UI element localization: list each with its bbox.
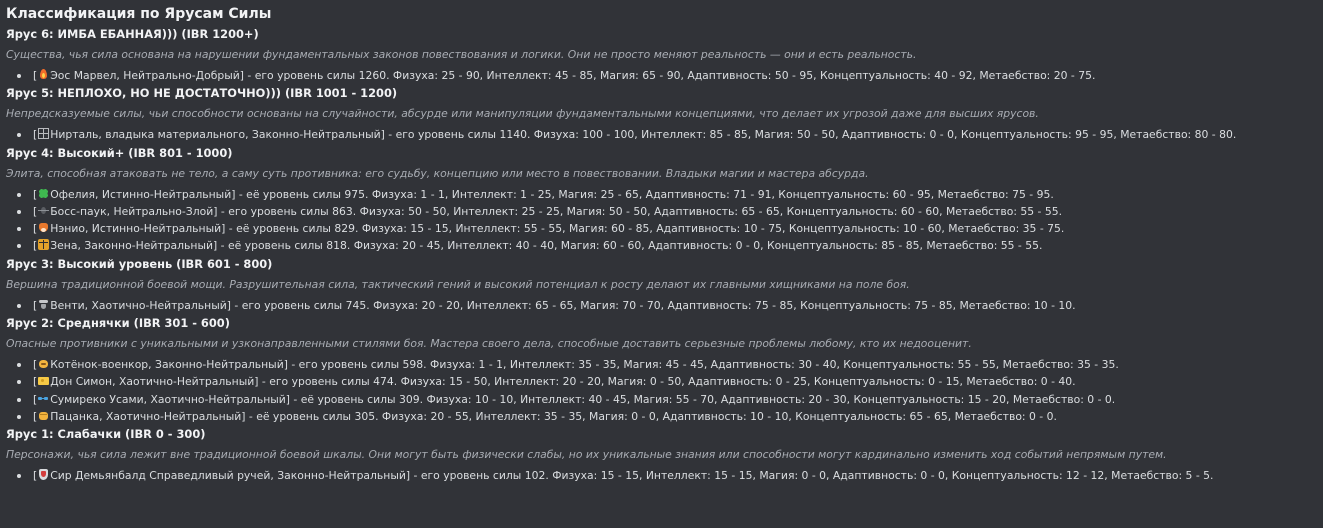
character-list [6,356,1318,425]
grid-icon [38,128,49,139]
entry-text: Сир Демьянбалд Справедливый ручей, Законно-Нейтральный] - его уровень силы 102. Физуха: 15 - 15, Интеллект: 15 - 15, Магия: 0 - 0, Адаптивность: 0 - 0, Концептуальность: 12 - 12, Метаебство: 5 - 5. [50,469,1214,483]
tier-heading: Ярус 3: Высокий уровень (IBR 601 - 800) [6,256,273,271]
tier-description: Персонажи, чья сила лежит вне традиционной боевой шкалы. Они могут быть физически слабы, но их уникальные знания или способности могут кардинально изменить ход событий непрямым путем. [6,448,1167,462]
entry-text: Офелия, Истинно-Нейтральный] - её уровень силы 975. Физуха: 1 - 1, Интеллект: 1 - 25, Магия: 25 - 65, Адаптивность: 71 - 91, Концептуальность: 60 - 95, Метаебство: 75 - 95. [50,187,1054,201]
entry-text: Нэнио, Истинно-Нейтральный] - её уровень силы 829. Физуха: 15 - 15, Интеллект: 55 - 55, Магия: 60 - 85, Адаптивность: 10 - 75, Концептуальность: 10 - 60, Метаебство: 35 - 75. [50,222,1065,236]
entry-text: Босс-паук, Нейтрально-Злой] - его уровень силы 863. Физуха: 50 - 50, Интеллект: 25 - 25, Магия: 50 - 50, Адаптивность: 65 - 65, Концептуальность: 60 - 60, Метаебство: 55 - 55. [50,204,1063,218]
character-entry [6,186,1318,203]
character-list [6,126,1318,143]
glasses-icon [38,393,49,404]
entry-text: Котёнок-военкор, Законно-Нейтральный] - его уровень силы 598. Физуха: 1 - 1, Интеллект: 35 - 35, Магия: 45 - 45, Адаптивность: 30 - 40, Концептуальность: 55 - 55, Метаебство: 35 - 35. [50,358,1119,372]
character-entry [6,391,1318,408]
entry-bracket: [ [33,222,38,236]
tier-description: Непредсказуемые силы, чьи способности основаны на случайности, абсурде или манипуляции фундаментальными концепциями, что делает их угрозой даже для высших ярусов. [6,107,1039,121]
character-entry [6,467,1318,484]
entry-bracket: [ [33,375,38,389]
tier-section [6,256,1318,314]
character-entry [6,220,1318,237]
entry-text: Дон Симон, Хаотично-Нейтральный] - его уровень силы 474. Физуха: 15 - 50, Интеллект: 20 - 20, Магия: 0 - 50, Адаптивность: 0 - 25, Концептуальность: 0 - 15, Метаебство: 0 - 40. [50,375,1076,389]
entry-text: Зена, Законно-Нейтральный] - её уровень силы 818. Физуха: 20 - 45, Интеллект: 40 - 40, Магия: 60 - 60, Адаптивность: 0 - 0, Концептуальность: 85 - 85, Метаебство: 55 - 55. [50,239,1043,253]
character-list [6,297,1318,314]
entry-text: Сумиреко Усами, Хаотично-Нейтральный] - её уровень силы 309. Физуха: 10 - 10, Интеллект: 40 - 45, Магия: 55 - 70, Адаптивность: 20 - 30, Концептуальность: 15 - 20, Метаебство: 0 - 0. [50,392,1116,406]
tier-section [6,145,1318,255]
character-list [6,67,1318,84]
fox-icon [38,222,49,233]
scales-icon [38,239,49,250]
character-list [6,467,1318,484]
character-entry [6,126,1318,143]
entry-bracket: [ [33,298,38,312]
fire-icon [38,69,49,80]
document-title: Классификация по Ярусам Силы [6,6,272,22]
entry-bracket: [ [33,239,38,253]
tier-heading: Ярус 6: ИМБА ЕБАННАЯ))) (IBR 1200+) [6,27,259,41]
entry-bracket: [ [33,358,38,372]
character-entry [6,67,1318,84]
tier-description: Вершина традиционной боевой мощи. Разрушительная сила, тактический гений и высокий потенциал к росту делают их главными хищниками на поле боя. [6,277,910,291]
entry-bracket: [ [33,392,38,406]
cat-icon [38,358,49,369]
entry-bracket: [ [33,69,38,82]
entry-text: Нирталь, владыка материального, Законно-Нейтральный] - его уровень силы 1140. Физуха: 100 - 100, Интеллект: 85 - 85, Магия: 50 - 50, Адаптивность: 0 - 0, Концептуальность: 95 - 95, Метаебство: 80 - 80. [50,128,1237,142]
tier-heading: Ярус 2: Среднячки (IBR 301 - 600) [6,316,230,331]
tier-heading: Ярус 5: НЕПЛОХО, НО НЕ ДОСТАТОЧНО))) (IBR 1001 - 1200) [6,86,398,101]
tier-section [6,26,1318,84]
entry-bracket: [ [33,187,38,201]
character-entry [6,297,1318,314]
cheese-icon [38,375,49,386]
character-list [6,186,1318,255]
tier-section [6,85,1318,143]
fist-icon [38,410,49,421]
tier-heading: Ярус 1: Слабачки (IBR 0 - 300) [6,427,206,442]
document [6,4,1318,486]
entry-bracket: [ [33,128,38,142]
tier-list [6,26,1318,485]
entry-text: Пацанка, Хаотично-Нейтральный] - её уровень силы 305. Физуха: 20 - 55, Интеллект: 35 - 35, Магия: 0 - 0, Адаптивность: 10 - 10, Концептуальность: 65 - 65, Метаебство: 0 - 0. [50,409,1057,423]
character-entry [6,408,1318,425]
entry-text: Эос Марвел, Нейтрально-Добрый] - его уровень силы 1260. Физуха: 25 - 90, Интеллект: 45 - 85, Магия: 65 - 90, Адаптивность: 50 - 95, Концептуальность: 40 - 92, Метаебство: 20 - 75. [50,69,1096,82]
tier-heading: Ярус 4: Высокий+ (IBR 801 - 1000) [6,145,233,160]
character-entry [6,237,1318,254]
tier-section [6,315,1318,425]
entry-bracket: [ [33,469,38,483]
shield-icon [38,469,49,480]
clover-icon [38,188,49,199]
character-entry [6,373,1318,390]
tier-description: Элита, способная атаковать не тело, а саму суть противника: его судьбу, концепцию или место в повествовании. Владыки магии и мастера абсурда. [6,166,869,180]
tornado-icon [38,299,49,310]
tier-section [6,426,1318,484]
tier-description: Опасные противники с уникальными и узконаправленными стилями боя. Мастера своего дела, способные доставить серьезные проблемы любому, кто их недооценит. [6,337,972,351]
entry-bracket: [ [33,204,38,218]
entry-text: Венти, Хаотично-Нейтральный] - его уровень силы 745. Физуха: 20 - 20, Интеллект: 65 - 65, Магия: 70 - 70, Адаптивность: 75 - 85, Концептуальность: 75 - 85, Метаебство: 10 - 10. [50,298,1076,312]
spider-icon [38,205,49,216]
character-entry [6,356,1318,373]
character-entry [6,203,1318,220]
tier-description: Существа, чья сила основана на нарушении фундаментальных законов повествования и логики. Они не просто меняют реальность — они и есть реальность. [6,48,917,61]
entry-bracket: [ [33,409,38,423]
